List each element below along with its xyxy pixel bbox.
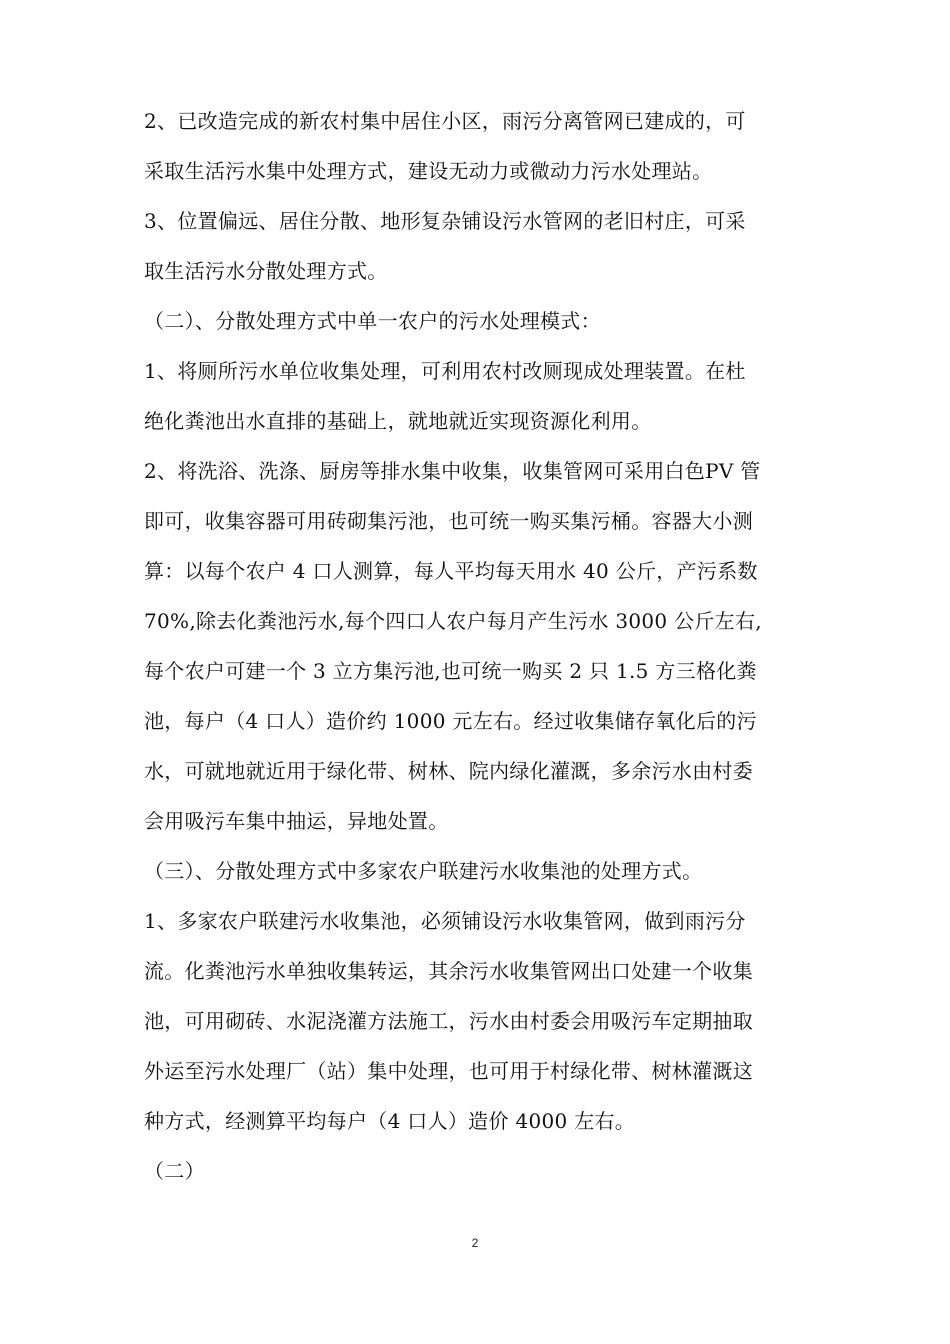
text-line-1: 2、已改造完成的新农村集中居住小区，雨污分离管网已建成的，可 bbox=[144, 109, 746, 133]
page-number: 2 bbox=[471, 1236, 479, 1250]
text-line-21: 种方式，经测算平均每户（4 口人）造价 4000 左右。 bbox=[144, 1109, 636, 1133]
text-line-7: 绝化粪池出水直排的基础上，就地就近实现资源化利用。 bbox=[144, 409, 652, 433]
text-line-12: 每个农户可建一个 3 立方集污池,也可统一购买 2 只 1.5 方三格化粪 bbox=[144, 659, 757, 683]
text-line-20: 外运至污水处理厂（站）集中处理，也可用于村绿化带、树林灌溉这 bbox=[144, 1059, 753, 1083]
text-line-15: 会用吸污车集中抽运，异地处置。 bbox=[144, 809, 449, 833]
text-line-2: 采取生活污水集中处理方式，建设无动力或微动力污水处理站。 bbox=[144, 159, 713, 183]
text-line-10: 算：以每个农户 4 口人测算，每人平均每天用水 40 公斤，产污系数 bbox=[144, 559, 758, 583]
section-heading-partial: （二） bbox=[144, 1159, 205, 1183]
text-line-17: 1、多家农户联建污水收集池，必须铺设污水收集管网，做到雨污分 bbox=[144, 909, 746, 933]
text-line-13: 池，每户（4 口人）造价约 1000 元左右。经过收集储存氧化后的污 bbox=[144, 709, 757, 733]
text-line-6: 1、将厕所污水单位收集处理，可利用农村改厕现成处理装置。在杜 bbox=[144, 359, 746, 383]
text-line-14: 水，可就地就近用于绿化带、树林、院内绿化灌溉，多余污水由村委 bbox=[144, 759, 753, 783]
section-heading-2: （二）、分散处理方式中单一农户的污水处理模式： bbox=[144, 309, 601, 333]
text-line-3: 3、位置偏远、居住分散、地形复杂铺设污水管网的老旧村庄，可采 bbox=[144, 209, 746, 233]
text-line-19: 池，可用砌砖、水泥浇灌方法施工，污水由村委会用吸污车定期抽取 bbox=[144, 1009, 753, 1033]
text-line-8: 2、将洗浴、洗涤、厨房等排水集中收集，收集管网可采用白色PV 管 bbox=[144, 459, 761, 483]
text-line-4: 取生活污水分散处理方式。 bbox=[144, 259, 388, 283]
text-line-9: 即可，收集容器可用砖砌集污池，也可统一购买集污桶。容器大小测 bbox=[144, 509, 753, 533]
text-line-18: 流。化粪池污水单独收集转运，其余污水收集管网出口处建一个收集 bbox=[144, 959, 753, 983]
section-heading-3: （三）、分散处理方式中多家农户联建污水收集池的处理方式。 bbox=[144, 859, 703, 883]
text-line-11: 70%,除去化粪池污水,每个四口人农户每月产生污水 3000 公斤左右, bbox=[144, 609, 762, 633]
